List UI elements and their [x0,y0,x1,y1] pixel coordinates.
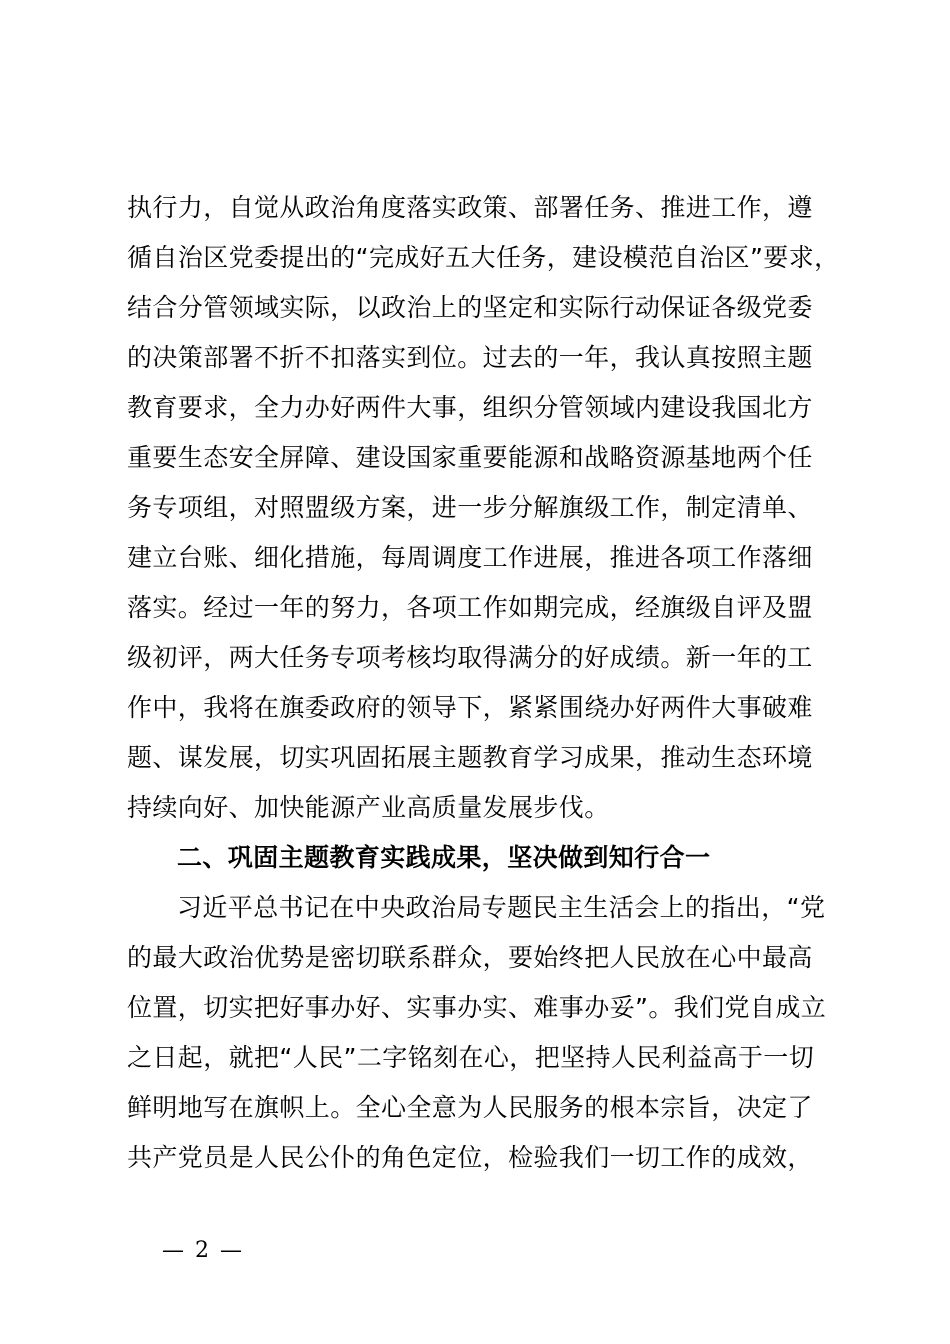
text-line: 落实。经过一年的努力，各项工作如期完成，经旗级自评及盟 [127,593,813,622]
text-line: 位置，切实把好事办好、实事办实、难事办妥”。我们党自成立 [127,993,827,1022]
text-line: 执行力，自觉从政治角度落实政策、部署任务、推进工作，遵 [127,193,813,222]
text-line: 持续向好、加快能源产业高质量发展步伐。 [127,793,610,822]
text-line: 题、谋发展，切实巩固拓展主题教育学习成果，推动生态环境 [127,743,813,772]
paragraph-first-line: 习近平总书记在中央政治局专题民主生活会上的指出，“党 [177,893,826,922]
text-line: 作中，我将在旗委政府的领导下，紧紧围绕办好两件大事破难 [127,693,813,722]
text-line: 结合分管领域实际，以政治上的坚定和实际行动保证各级党委 [127,293,813,322]
text-line: 的决策部署不折不扣落实到位。过去的一年，我认真按照主题 [127,343,813,372]
text-line: 建立台账、细化措施，每周调度工作进展，推进各项工作落细 [127,543,813,572]
section-heading: 二、巩固主题教育实践成果，坚决做到知行合一 [177,843,711,872]
text-line: 的最大政治优势是密切联系群众，要始终把人民放在心中最高 [127,943,813,972]
page-number: — 2 — [162,1238,244,1263]
text-line: 之日起，就把“人民”二字铭刻在心，把坚持人民利益高于一切 [127,1043,815,1072]
text-line: 鲜明地写在旗帜上。全心全意为人民服务的根本宗旨，决定了 [127,1093,813,1122]
text-line: 级初评，两大任务专项考核均取得满分的好成绩。新一年的工 [127,643,813,672]
text-line: 重要生态安全屏障、建设国家重要能源和战略资源基地两个任 [127,443,813,472]
body-text [127,183,847,1183]
text-line: 共产党员是人民公仆的角色定位，检验我们一切工作的成效， [127,1143,813,1172]
text-line: 循自治区党委提出的“完成好五大任务，建设模范自治区”要求， [127,243,840,272]
text-line: 务专项组，对照盟级方案，进一步分解旗级工作，制定清单、 [127,493,813,522]
text-line: 教育要求，全力办好两件大事，组织分管领域内建设我国北方 [127,393,813,422]
